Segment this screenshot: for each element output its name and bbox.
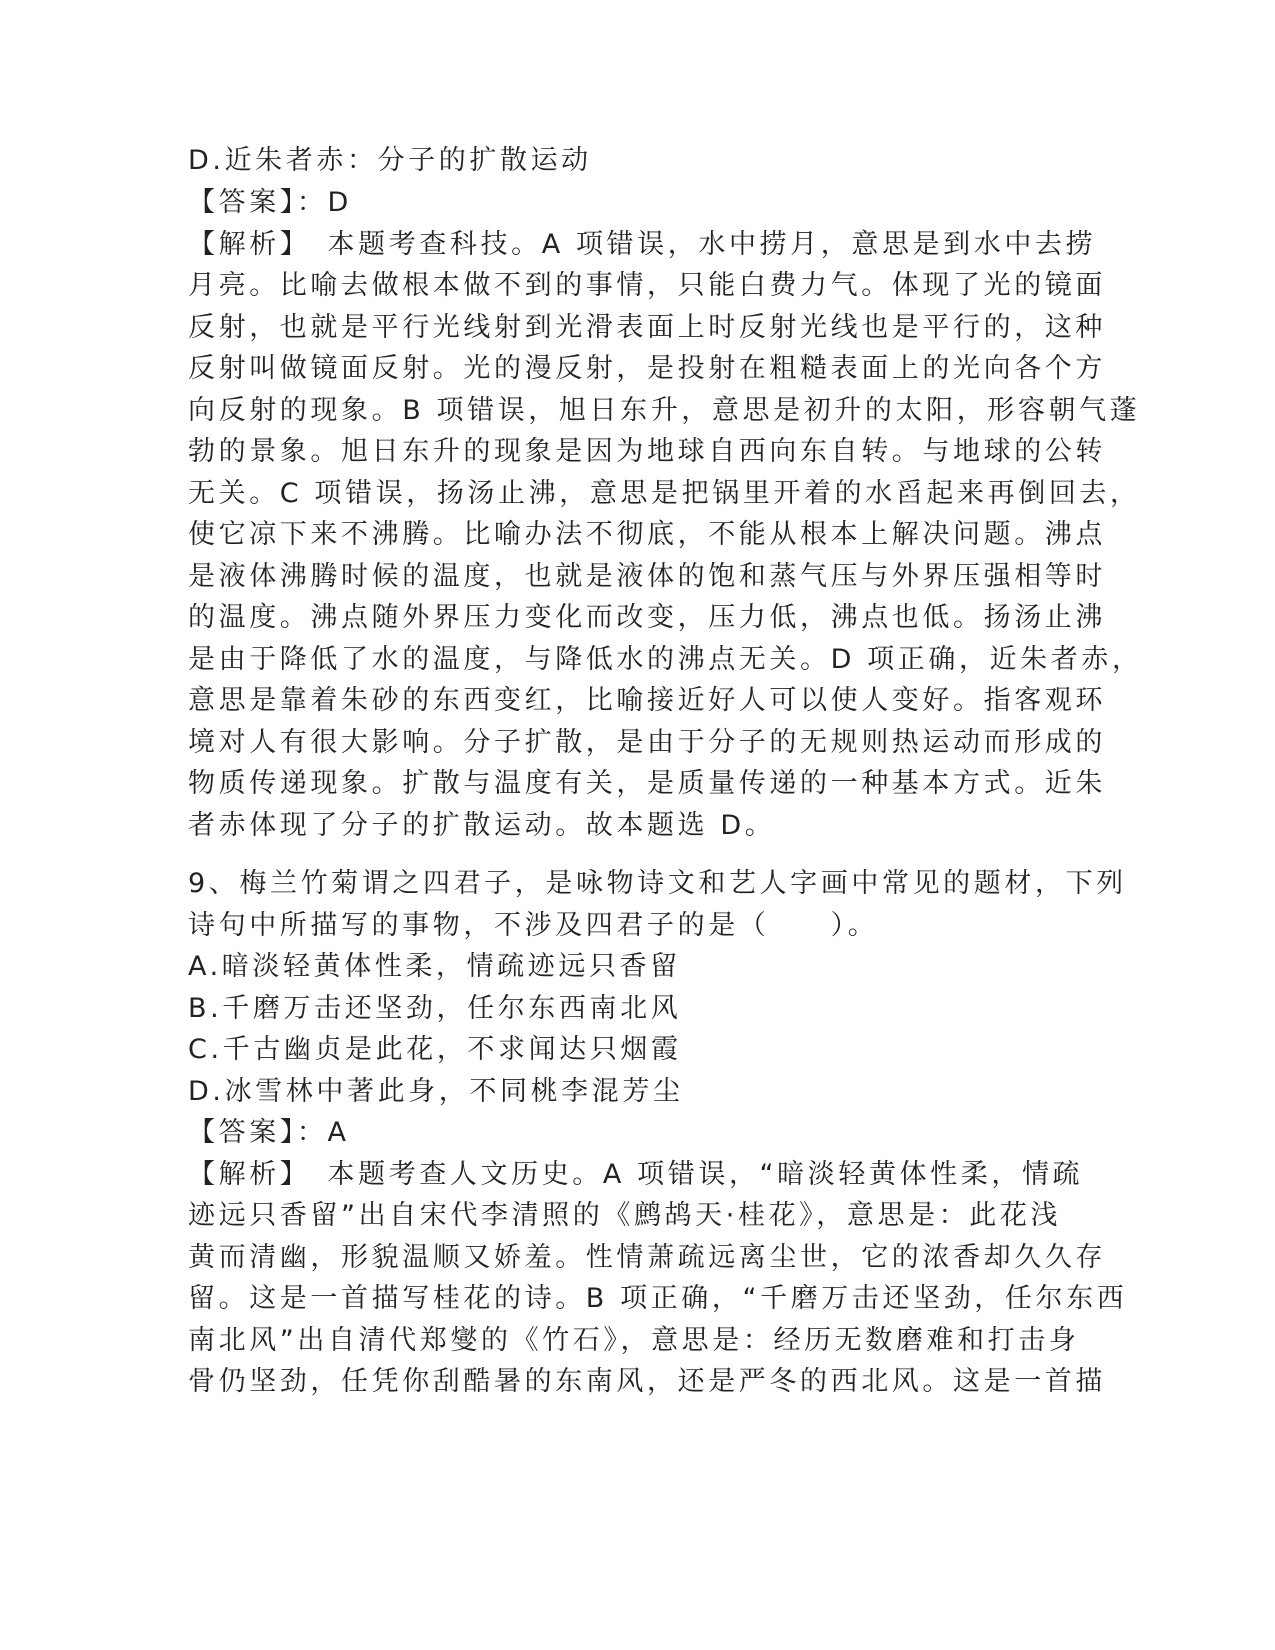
q8-analysis-line: 无关。C 项错误，扬汤止沸，意思是把锅里开着的水舀起来再倒回去， bbox=[188, 478, 1141, 509]
q9-stem-line: 9、梅兰竹菊谓之四君子，是咏物诗文和艺人字画中常见的题材，下列 bbox=[188, 868, 1127, 899]
q8-analysis-line: 是液体沸腾时候的温度，也就是液体的饱和蒸气压与外界压强相等时 bbox=[188, 561, 1106, 592]
q9-analysis-line: 迹远只香留”出自宋代李清照的《鹧鸪天·桂花》，意思是：此花浅 bbox=[188, 1200, 1062, 1231]
q8-answer: 【答案】：D bbox=[188, 187, 352, 218]
q8-analysis-line: 月亮。比喻去做根本做不到的事情，只能白费力气。体现了光的镜面 bbox=[188, 270, 1106, 301]
q8-analysis-line: 使它凉下来不沸腾。比喻办法不彻底，不能从根本上解决问题。沸点 bbox=[188, 519, 1106, 550]
q9-analysis-line: 黄而清幽，形貌温顺又娇羞。性情萧疏远离尘世，它的浓香却久久存 bbox=[188, 1242, 1106, 1273]
q8-analysis-line: 者赤体现了分子的扩散运动。故本题选 D。 bbox=[188, 810, 776, 841]
q9-option-d: D.冰雪林中著此身，不同桃李混芳尘 bbox=[188, 1076, 684, 1107]
q8-analysis-line: 勃的景象。旭日东升的现象是因为地球自西向东自转。与地球的公转 bbox=[188, 436, 1106, 467]
q9-stem-line: 诗句中所描写的事物，不涉及四君子的是（ ）。 bbox=[188, 910, 879, 941]
q9-analysis-line: 留。这是一首描写桂花的诗。B 项正确，“千磨万击还坚劲，任尔东西 bbox=[188, 1283, 1128, 1314]
q9-option-b: B.千磨万击还坚劲，任尔东西南北风 bbox=[188, 993, 682, 1024]
q8-analysis-line: 是由于降低了水的温度，与降低水的沸点无关。D 项正确，近朱者赤， bbox=[188, 644, 1143, 675]
q8-analysis-line: 反射叫做镜面反射。光的漫反射，是投射在粗糙表面上的光向各个方 bbox=[188, 353, 1106, 384]
q8-analysis-line: 境对人有很大影响。分子扩散，是由于分子的无规则热运动而形成的 bbox=[188, 727, 1106, 758]
q8-analysis-line: 反射，也就是平行光线射到光滑表面上时反射光线也是平行的，这种 bbox=[188, 312, 1106, 343]
q8-analysis-line: 向反射的现象。B 项错误，旭日东升，意思是初升的太阳，形容朝气蓬 bbox=[188, 395, 1141, 426]
q8-analysis-line: 意思是靠着朱砂的东西变红，比喻接近好人可以使人变好。指客观环 bbox=[188, 685, 1106, 716]
q8-analysis-line: 的温度。沸点随外界压力变化而改变，压力低，沸点也低。扬汤止沸 bbox=[188, 602, 1106, 633]
q9-answer: 【答案】：A bbox=[188, 1117, 350, 1148]
q9-analysis-line: 【解析】 本题考查人文历史。A 项错误，“暗淡轻黄体性柔，情疏 bbox=[188, 1159, 1084, 1190]
q8-option-d: D.近朱者赤：分子的扩散运动 bbox=[188, 145, 592, 176]
q9-option-c: C.千古幽贞是此花，不求闻达只烟霞 bbox=[188, 1034, 682, 1065]
q9-option-a: A.暗淡轻黄体性柔，情疏迹远只香留 bbox=[188, 951, 681, 982]
q8-analysis-line: 物质传递现象。扩散与温度有关，是质量传递的一种基本方式。近朱 bbox=[188, 768, 1106, 799]
q9-analysis-line: 骨仍坚劲，任凭你刮酷暑的东南风，还是严冬的西北风。这是一首描 bbox=[188, 1366, 1106, 1397]
q9-analysis-line: 南北风”出自清代郑燮的《竹石》，意思是：经历无数磨难和打击身 bbox=[188, 1325, 1080, 1356]
q8-analysis-line: 【解析】 本题考查科技。A 项错误，水中捞月，意思是到水中去捞 bbox=[188, 229, 1097, 260]
